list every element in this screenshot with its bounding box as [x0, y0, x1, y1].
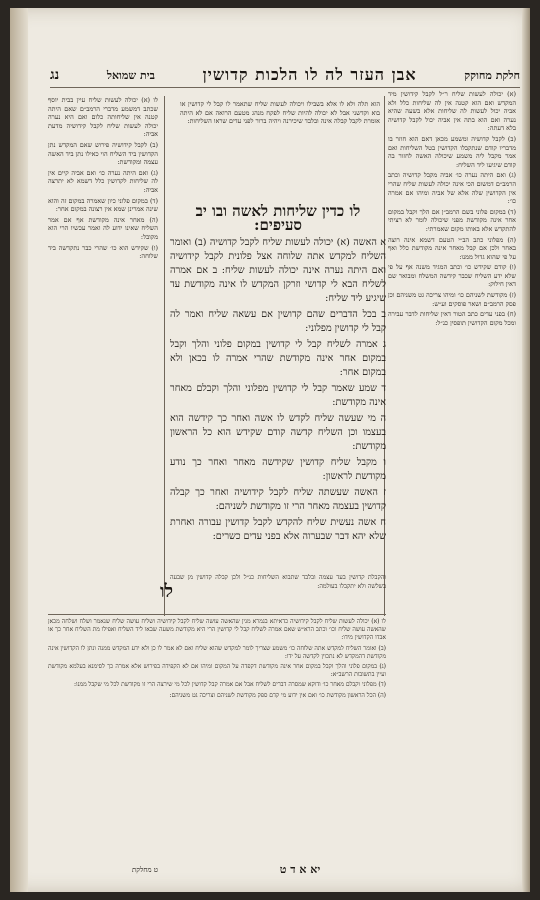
- commentary-paragraph: (ד) במקום פלוני בשם הרמב״ן אם הלך וקבל במקום אחר אינה מקודשת מפני שיכולה לומר לא רציתי להתקדש אלא באותו מקום שאמרתי:: [388, 207, 516, 233]
- section-marker: לו: [160, 581, 174, 602]
- commentary-paragraph: (ב) ואומר השליח למקדש אתה שלוחה כו׳ משמע שצריך לומר למקדש שהוא שליח ואם לא אמר לו כן ולא ידע המקדש ממנה ונתן לו הקדושין אינה מקודשת דהמקדש לא נתכוין לקדשה על ידו:: [48, 644, 386, 660]
- commentary-paragraph: (ה) מאחר אינה מקודשת אף אם אמר השליח שאינו ידוע לה ואמר עכשיו הרי הוא מקובל:: [48, 215, 158, 241]
- header-right-commentary-title: בית שמואל: [106, 68, 155, 82]
- folio-number: נג: [50, 66, 60, 83]
- chapter-heading: לו כדין שליחות לאשה ובו יב סעיפים:: [195, 204, 361, 234]
- commentary-paragraph: (ז) מקודשת לשניהם כו׳ ומיהו צריכה גט משניהם וכן פסק הרמב״ם ושאר פוסקים וע״ש:: [388, 291, 516, 308]
- header-rule: [50, 87, 520, 88]
- catchword: ט מחלקת: [131, 866, 159, 874]
- main-paragraph: ז האשה שעשתה שליח לקבל קידושיה ואחר כך קבלה קדושין בעצמה מאחר הרי זו מקודשת לשניהם:: [170, 487, 386, 512]
- printer-signature: יא א ד ט: [279, 863, 321, 876]
- main-paragraph: ו מקבל שליח קדושין שקידשה מאחר ואחר כך נודע מקודשת לראשון:: [170, 457, 386, 482]
- header-left-commentary-title: חלקת מחוקק: [464, 68, 520, 82]
- page-edge: [522, 8, 530, 892]
- commentary-paragraph: (ה) מפלוני כתב הב״י הטעם דשמא אינה רוצה באחר ולכן אם קבל מאחר אינה מקודשת כלל ואף על פי שהוא גדול ממנו:: [388, 235, 516, 261]
- book-page: [10, 8, 530, 892]
- main-text-block: [170, 204, 386, 572]
- commentary-paragraph: (א) יכולה לעשות שליח ר״ל לקבל קידושין מיד המקדש ואם הוא קטנה אין לה שליחות כלל ולא אביה יכול לעשות לה שליחות אלא בשעה שהיא נערה ואם הוא בתה אין אביה יכול לקבל קדושיה בלא דעתה:: [388, 90, 516, 133]
- right-commentary-column: [388, 90, 516, 810]
- commentary-paragraph: הוא תלה ולא לו אלא בשבילו ויכולה לעשות שליח שתאמר לו קבל לי קדושין או בוא וקדשני אבל לא יכולה להיות שליח לפקח מנהג מטעם הרואה אם לא היתה אומרת לקבל קבלה אינה ובלבד שיכירנה ויהיה ברור לפני עדים שראו השליחות:: [180, 100, 380, 126]
- commentary-paragraph: (ו) קודם שקידש כו׳ וכתב המגיד משנה אף על פי שלא ידע השליח שכבר קידשה המשלח ומבואר שם דאין חילוק:: [388, 263, 516, 289]
- running-header: [50, 64, 520, 86]
- header-title: אבן העזר לה לו הלכות קדושין: [202, 65, 417, 84]
- left-commentary-column: [48, 96, 158, 686]
- commentary-paragraph: (ח) בפני עדים כתב הטור דאין שליחות לדבר עבירה ומכל מקום הקדושין תופסין כנ״ל:: [388, 310, 516, 327]
- main-paragraph: ד שמע שאמר קבל לי קדושין מפלוני והלך וקבלם מאחר אינה מקודשת:: [170, 383, 386, 408]
- commentary-paragraph: לו (א) יכולה לעשות שליח לקבל קידושיה כדאיתא בגמרא מנין שהאשה עושה שליח לקבל קידושיה ושליח עושה שליח שנאמר ושלח ושלחה מכאן שהאשה עושה שליח וכו׳ וכתב הרא״ש שאם אמרה לשליח קבל לי קדושין הרי היא מקודשת משעה שבאו ליד השליח ואפילו מת השליח אחר כך או אבדו הקדושין מידו:: [48, 618, 386, 642]
- commentary-paragraph: (ו) שקידש הוא כו׳ שהרי כבר נתקדשה ביד שלוחה:: [48, 243, 158, 261]
- center-top-commentary: [180, 100, 380, 200]
- commentary-paragraph: (ב) לקבל קידושיה פירוש שאם המקדש נתן הקדושין ביד השליח הוי כאילו נתן ביד האשה עצמה ומקודשת:: [48, 140, 158, 167]
- main-paragraph: ג אמרה לשליח קבל לי קדושין במקום פלוני והלך וקבל במקום אחר אינה מקודשת שהרי אמרה לו בכאן ולא במקום אחר:: [170, 339, 386, 378]
- commentary-paragraph: (ה) הכל הראשון מקודשת כו׳ ואם אין ידוע מי קדם ספק מקודשת לשניהם וצריכה גט משניהם:: [169, 691, 386, 699]
- commentary-paragraph: (ד) מפלוני וקבלם מאחר כו׳ ודוקא שמסרה דברים לשליח אבל אם אמרה קבל קדושין לכל מי שירצה הרי זו מקודשת לכל מי שקבל ממנו:: [74, 681, 386, 689]
- commentary-paragraph: (ג) במקום פלוני והלך וקבל במקום אחר אינה מקודשת דקפדה על המקום ומיהו אם לא הקפידה בפירוש אלא אמרה כך לסימנא בעלמא מקודשת ועיין בתשובות הרשב״א:: [48, 663, 386, 679]
- main-paragraph: ב בכל הדברים שהם קדושין אם עשאה שליח ואמר לה קבל לי קדושין מפלוני:: [170, 309, 386, 334]
- commentary-paragraph: (ג) ואם היתה נערה כו׳ ואם אביה קיים אין לה שליחות לקדושין כלל דשמא לא יתרצה אביה:: [48, 168, 158, 194]
- commentary-paragraph: (ג) ואם היתה נערה כו׳ אביה מקבל קדושיה וכתב הרמב״ם דמשום הכי אינה יכולה לעשות שליח שהרי אין הקדושין שלה אלא של אביה ומיהו אם אמרה כו׳:: [388, 171, 516, 206]
- main-paragraph: א האשה (א) יכולה לעשות שליח לקבל קדושיה (ב) ואומר השליח למקדש אתה שלוחה אצל פלונית לקבל קידושיה ואם היתה נערה אינה יכולה לעשות שליח: ב אם אמרה לשליח הבא לי קדושי וזרקן המקדש לו אינה מקודשת עד שיגיע ליד שליח:: [170, 237, 386, 304]
- main-paragraph: ה מי שעשה שליח לקדש לו אשה ואחר כך קידשה הוא בעצמו וכן השליח קדשה קודם שקידש הוא כל הראשון מקודשת:: [170, 413, 386, 452]
- bottom-center-text: [170, 574, 386, 614]
- commentary-paragraph: לו (א) יכולה לעשות שליח עיין בבית יוסף שכתב דמשמע מדברי הרמב״ם שאם היתה קטנה אין שליחותה כלום ואם היא נערה יכולה לעשות שליח לקבל קידושיה מדעת אביה:: [48, 96, 158, 139]
- commentary-paragraph: והקבלת קדושין בעד עצמה ובלבד שתבוא השליחות כנ״ל ולכן קבלה קדושין מן שבעה בשלשה ולא יתקבלו בעולמה:: [170, 574, 386, 590]
- commentary-paragraph: (ב) לקבל קדושיה ומשמע מכאן דאם הוא חוזר בו מדבריו קודם שנתקבלו הקדושין בטל השליחות ואם אמר מקבל ליה משמע שיכולה האשה לחזור בה קודם שיגיעו ליד השליח:: [388, 134, 516, 169]
- column-rule-left: [164, 96, 165, 616]
- main-paragraph: ח אשה נעשית שליח להקדש לקבל קדושין עבורה ואחרת שלא יהא דבר שבערוה אלא בפני עדים כשרים:: [170, 517, 386, 542]
- book-spine: [10, 8, 28, 892]
- commentary-paragraph: (ד) במקום פלוני כיון שאמרה במקום זה והוא שינה אמרינן שמא אין רצונה במקום אחר:: [48, 196, 158, 214]
- bottom-commentary-block: [48, 618, 386, 858]
